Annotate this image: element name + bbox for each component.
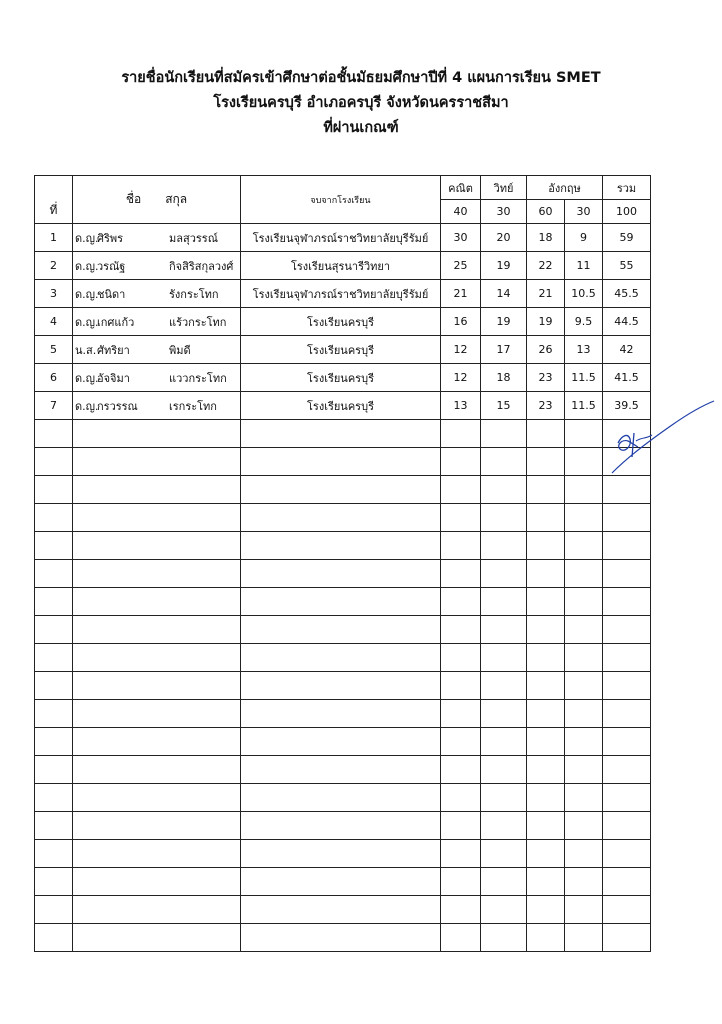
last-name: เรกระโทก bbox=[169, 399, 217, 413]
max-science: 30 bbox=[481, 200, 527, 224]
name-prefix: ด.ญ. bbox=[75, 287, 99, 301]
cell-english-a: 23 bbox=[527, 364, 565, 392]
empty-row bbox=[35, 812, 651, 840]
header-english: อังกฤษ bbox=[527, 176, 603, 200]
header-last-name: สกุล bbox=[165, 192, 188, 206]
table-row bbox=[35, 364, 651, 392]
empty-row bbox=[35, 532, 651, 560]
cell-total: 59 bbox=[603, 224, 651, 252]
table-row bbox=[35, 336, 651, 364]
empty-row bbox=[35, 644, 651, 672]
signature-mark bbox=[608, 395, 718, 485]
cell-english-b: 9 bbox=[565, 224, 603, 252]
empty-row bbox=[35, 868, 651, 896]
cell-english-b: 11.5 bbox=[565, 392, 603, 420]
cell-school: โรงเรียนครบุรี bbox=[241, 336, 441, 364]
table-row bbox=[35, 252, 651, 280]
cell-math: 16 bbox=[441, 308, 481, 336]
cell-math: 25 bbox=[441, 252, 481, 280]
empty-row bbox=[35, 476, 651, 504]
cell-science: 19 bbox=[481, 252, 527, 280]
empty-row bbox=[35, 700, 651, 728]
table-row bbox=[35, 280, 651, 308]
cell-no: 2 bbox=[35, 252, 73, 280]
cell-english-a: 26 bbox=[527, 336, 565, 364]
table-row bbox=[35, 392, 651, 420]
cell-no: 1 bbox=[35, 224, 73, 252]
cell-name bbox=[73, 364, 241, 392]
header-science: วิทย์ bbox=[481, 176, 527, 200]
first-name: เกศแก้ว bbox=[97, 315, 135, 329]
cell-english-b: 9.5 bbox=[565, 308, 603, 336]
first-name: ชนิดา bbox=[97, 287, 126, 301]
header-school: จบจากโรงเรียน bbox=[241, 176, 441, 224]
cell-english-b: 11 bbox=[565, 252, 603, 280]
empty-row bbox=[35, 756, 651, 784]
last-name: มลสุวรรณ์ bbox=[169, 231, 218, 245]
cell-name bbox=[73, 224, 241, 252]
empty-row bbox=[35, 728, 651, 756]
first-name: กรวรรณ bbox=[97, 399, 138, 413]
cell-name bbox=[73, 336, 241, 364]
header-no: ที่ bbox=[35, 176, 73, 224]
cell-no: 5 bbox=[35, 336, 73, 364]
cell-science: 17 bbox=[481, 336, 527, 364]
table-row bbox=[35, 308, 651, 336]
cell-name bbox=[73, 392, 241, 420]
score-table bbox=[34, 175, 651, 952]
cell-total: 45.5 bbox=[603, 280, 651, 308]
empty-row bbox=[35, 896, 651, 924]
cell-total: 55 bbox=[603, 252, 651, 280]
name-prefix: ด.ญ. bbox=[75, 259, 99, 273]
empty-row bbox=[35, 924, 651, 952]
cell-school: โรงเรียนจุฬาภรณ์ราชวิทยาลัยบุรีรัมย์ bbox=[241, 280, 441, 308]
cell-school: โรงเรียนครบุรี bbox=[241, 308, 441, 336]
cell-english-a: 19 bbox=[527, 308, 565, 336]
empty-row bbox=[35, 784, 651, 812]
empty-row bbox=[35, 560, 651, 588]
cell-english-a: 18 bbox=[527, 224, 565, 252]
cell-english-b: 13 bbox=[565, 336, 603, 364]
cell-science: 18 bbox=[481, 364, 527, 392]
name-prefix: ด.ญ. bbox=[75, 371, 99, 385]
cell-no: 3 bbox=[35, 280, 73, 308]
name-prefix: ด.ญ. bbox=[75, 231, 99, 245]
cell-total: 42 bbox=[603, 336, 651, 364]
max-math: 40 bbox=[441, 200, 481, 224]
first-name: ศัทริยา bbox=[97, 343, 130, 357]
cell-name bbox=[73, 280, 241, 308]
name-prefix: ด.ญ. bbox=[75, 315, 99, 329]
cell-english-b: 11.5 bbox=[565, 364, 603, 392]
cell-school: โรงเรียนสุรนารีวิทยา bbox=[241, 252, 441, 280]
empty-row bbox=[35, 420, 651, 448]
cell-name bbox=[73, 252, 241, 280]
header-total: รวม bbox=[603, 176, 651, 200]
empty-row bbox=[35, 840, 651, 868]
empty-row bbox=[35, 504, 651, 532]
cell-science: 15 bbox=[481, 392, 527, 420]
table-body bbox=[35, 224, 651, 952]
header-name bbox=[73, 176, 241, 224]
cell-science: 14 bbox=[481, 280, 527, 308]
cell-name bbox=[73, 308, 241, 336]
max-english-a: 60 bbox=[527, 200, 565, 224]
cell-no: 6 bbox=[35, 364, 73, 392]
cell-science: 19 bbox=[481, 308, 527, 336]
cell-math: 12 bbox=[441, 364, 481, 392]
cell-math: 21 bbox=[441, 280, 481, 308]
cell-english-a: 21 bbox=[527, 280, 565, 308]
last-name: แร้วกระโทก bbox=[169, 315, 227, 329]
last-name: พิมดี bbox=[169, 343, 191, 357]
name-prefix: น.ส. bbox=[75, 343, 97, 357]
max-total: 100 bbox=[603, 200, 651, 224]
cell-total: 41.5 bbox=[603, 364, 651, 392]
title-line-2: โรงเรียนครบุรี อำเภอครบุรี จังหวัดนครราชสีมา bbox=[213, 95, 509, 111]
last-name: รังกระโทก bbox=[169, 287, 219, 301]
cell-no: 7 bbox=[35, 392, 73, 420]
max-english-b: 30 bbox=[565, 200, 603, 224]
empty-row bbox=[35, 616, 651, 644]
header-first-name: ชื่อ bbox=[125, 192, 142, 206]
first-name: วรณัฐ bbox=[97, 259, 126, 273]
cell-math: 13 bbox=[441, 392, 481, 420]
last-name: แววกระโทก bbox=[169, 371, 227, 385]
title-line-3: ที่ผ่านเกณฑ์ bbox=[323, 120, 399, 136]
cell-math: 30 bbox=[441, 224, 481, 252]
cell-total: 39.5 bbox=[603, 392, 651, 420]
cell-no: 4 bbox=[35, 308, 73, 336]
cell-english-a: 23 bbox=[527, 392, 565, 420]
name-prefix: ด.ญ. bbox=[75, 399, 99, 413]
document-title bbox=[0, 66, 722, 141]
empty-row bbox=[35, 672, 651, 700]
cell-school: โรงเรียนครบุรี bbox=[241, 392, 441, 420]
cell-english-b: 10.5 bbox=[565, 280, 603, 308]
empty-row bbox=[35, 588, 651, 616]
cell-school: โรงเรียนจุฬาภรณ์ราชวิทยาลัยบุรีรัมย์ bbox=[241, 224, 441, 252]
title-line-1: รายชื่อนักเรียนที่สมัครเข้าศึกษาต่อชั้นมัธยมศึกษาปีที่ 4 แผนการเรียน SMET bbox=[121, 70, 601, 86]
cell-total: 44.5 bbox=[603, 308, 651, 336]
first-name: อัจจิมา bbox=[97, 371, 130, 385]
cell-school: โรงเรียนครบุรี bbox=[241, 364, 441, 392]
cell-math: 12 bbox=[441, 336, 481, 364]
empty-row bbox=[35, 448, 651, 476]
cell-english-a: 22 bbox=[527, 252, 565, 280]
table-row bbox=[35, 224, 651, 252]
cell-science: 20 bbox=[481, 224, 527, 252]
first-name: ศิริพร bbox=[97, 231, 124, 245]
last-name: กิจสิริสกุลวงศ์ bbox=[169, 259, 234, 273]
header-math: คณิต bbox=[441, 176, 481, 200]
